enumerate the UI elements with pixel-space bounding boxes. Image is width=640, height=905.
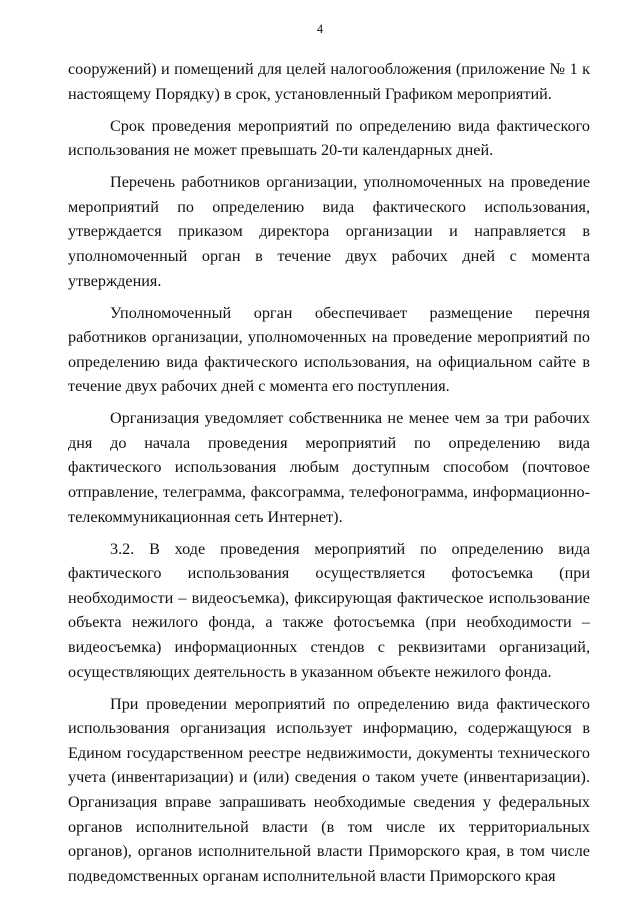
paragraph-staff-list-publication: Уполномоченный орган обеспечивает размещение перечня работников организации, уполномоченных на проведение мероприятий по определению вида фактического использования, на официальном сайте в течение двух рабочих дней с момента его поступления. (68, 303, 590, 396)
paragraph-inspection-period: Срок проведения мероприятий по определению вида фактического использования не может превышать 20-ти календарных дней. (68, 116, 590, 160)
paragraph-owner-notification: Организация уведомляет собственника не менее чем за три рабочих дня до начала проведения мероприятий по определению вида фактического использования любым доступным способом (почтовое отправление, телеграмма, факсограмма, телефонограмма, информационно-телекоммуникационная сеть Интернет). (68, 409, 590, 526)
paragraph-information-sources: При проведении мероприятий по определению вида фактического использования организация использует информацию, содержащуюся в Едином государственном реестре недвижимости, документы технического учета (инвентаризации) и (или) сведения о таком учете (инвентаризации). Организация вправе запрашивать необходимые сведения у федеральных органов исполнительной власти (в том числе их территориальных органов), органов исполнительной власти Приморского края, в том числе подведомственных органам исполнительной власти Приморского края (68, 694, 590, 885)
paragraph-section-3-2: 3.2. В ходе проведения мероприятий по определению вида фактического использования осуществляется фотосъемка (при необходимости – видеосъемка), фиксирующая фактическое использование объекта нежилого фонда, а также фотосъемка (при необходимости – видеосъемка) информационных стендов с реквизитами организаций, осуществляющих деятельность в указанном объекте нежилого фонда. (68, 539, 590, 681)
paragraph-staff-list-approval: Перечень работников организации, уполномоченных на проведение мероприятий по определению вида фактического использования, утверждается приказом директора организации и направляется в уполномоченный орган в течение двух рабочих дней с момента утверждения. (68, 173, 590, 290)
page-number: 4 (316, 22, 324, 36)
document-body (68, 57, 590, 896)
paragraph-continuation: сооружений) и помещений для целей налогообложения (приложение № 1 к настоящему Порядку) в срок, установленный Графиком мероприятий. (68, 60, 590, 103)
